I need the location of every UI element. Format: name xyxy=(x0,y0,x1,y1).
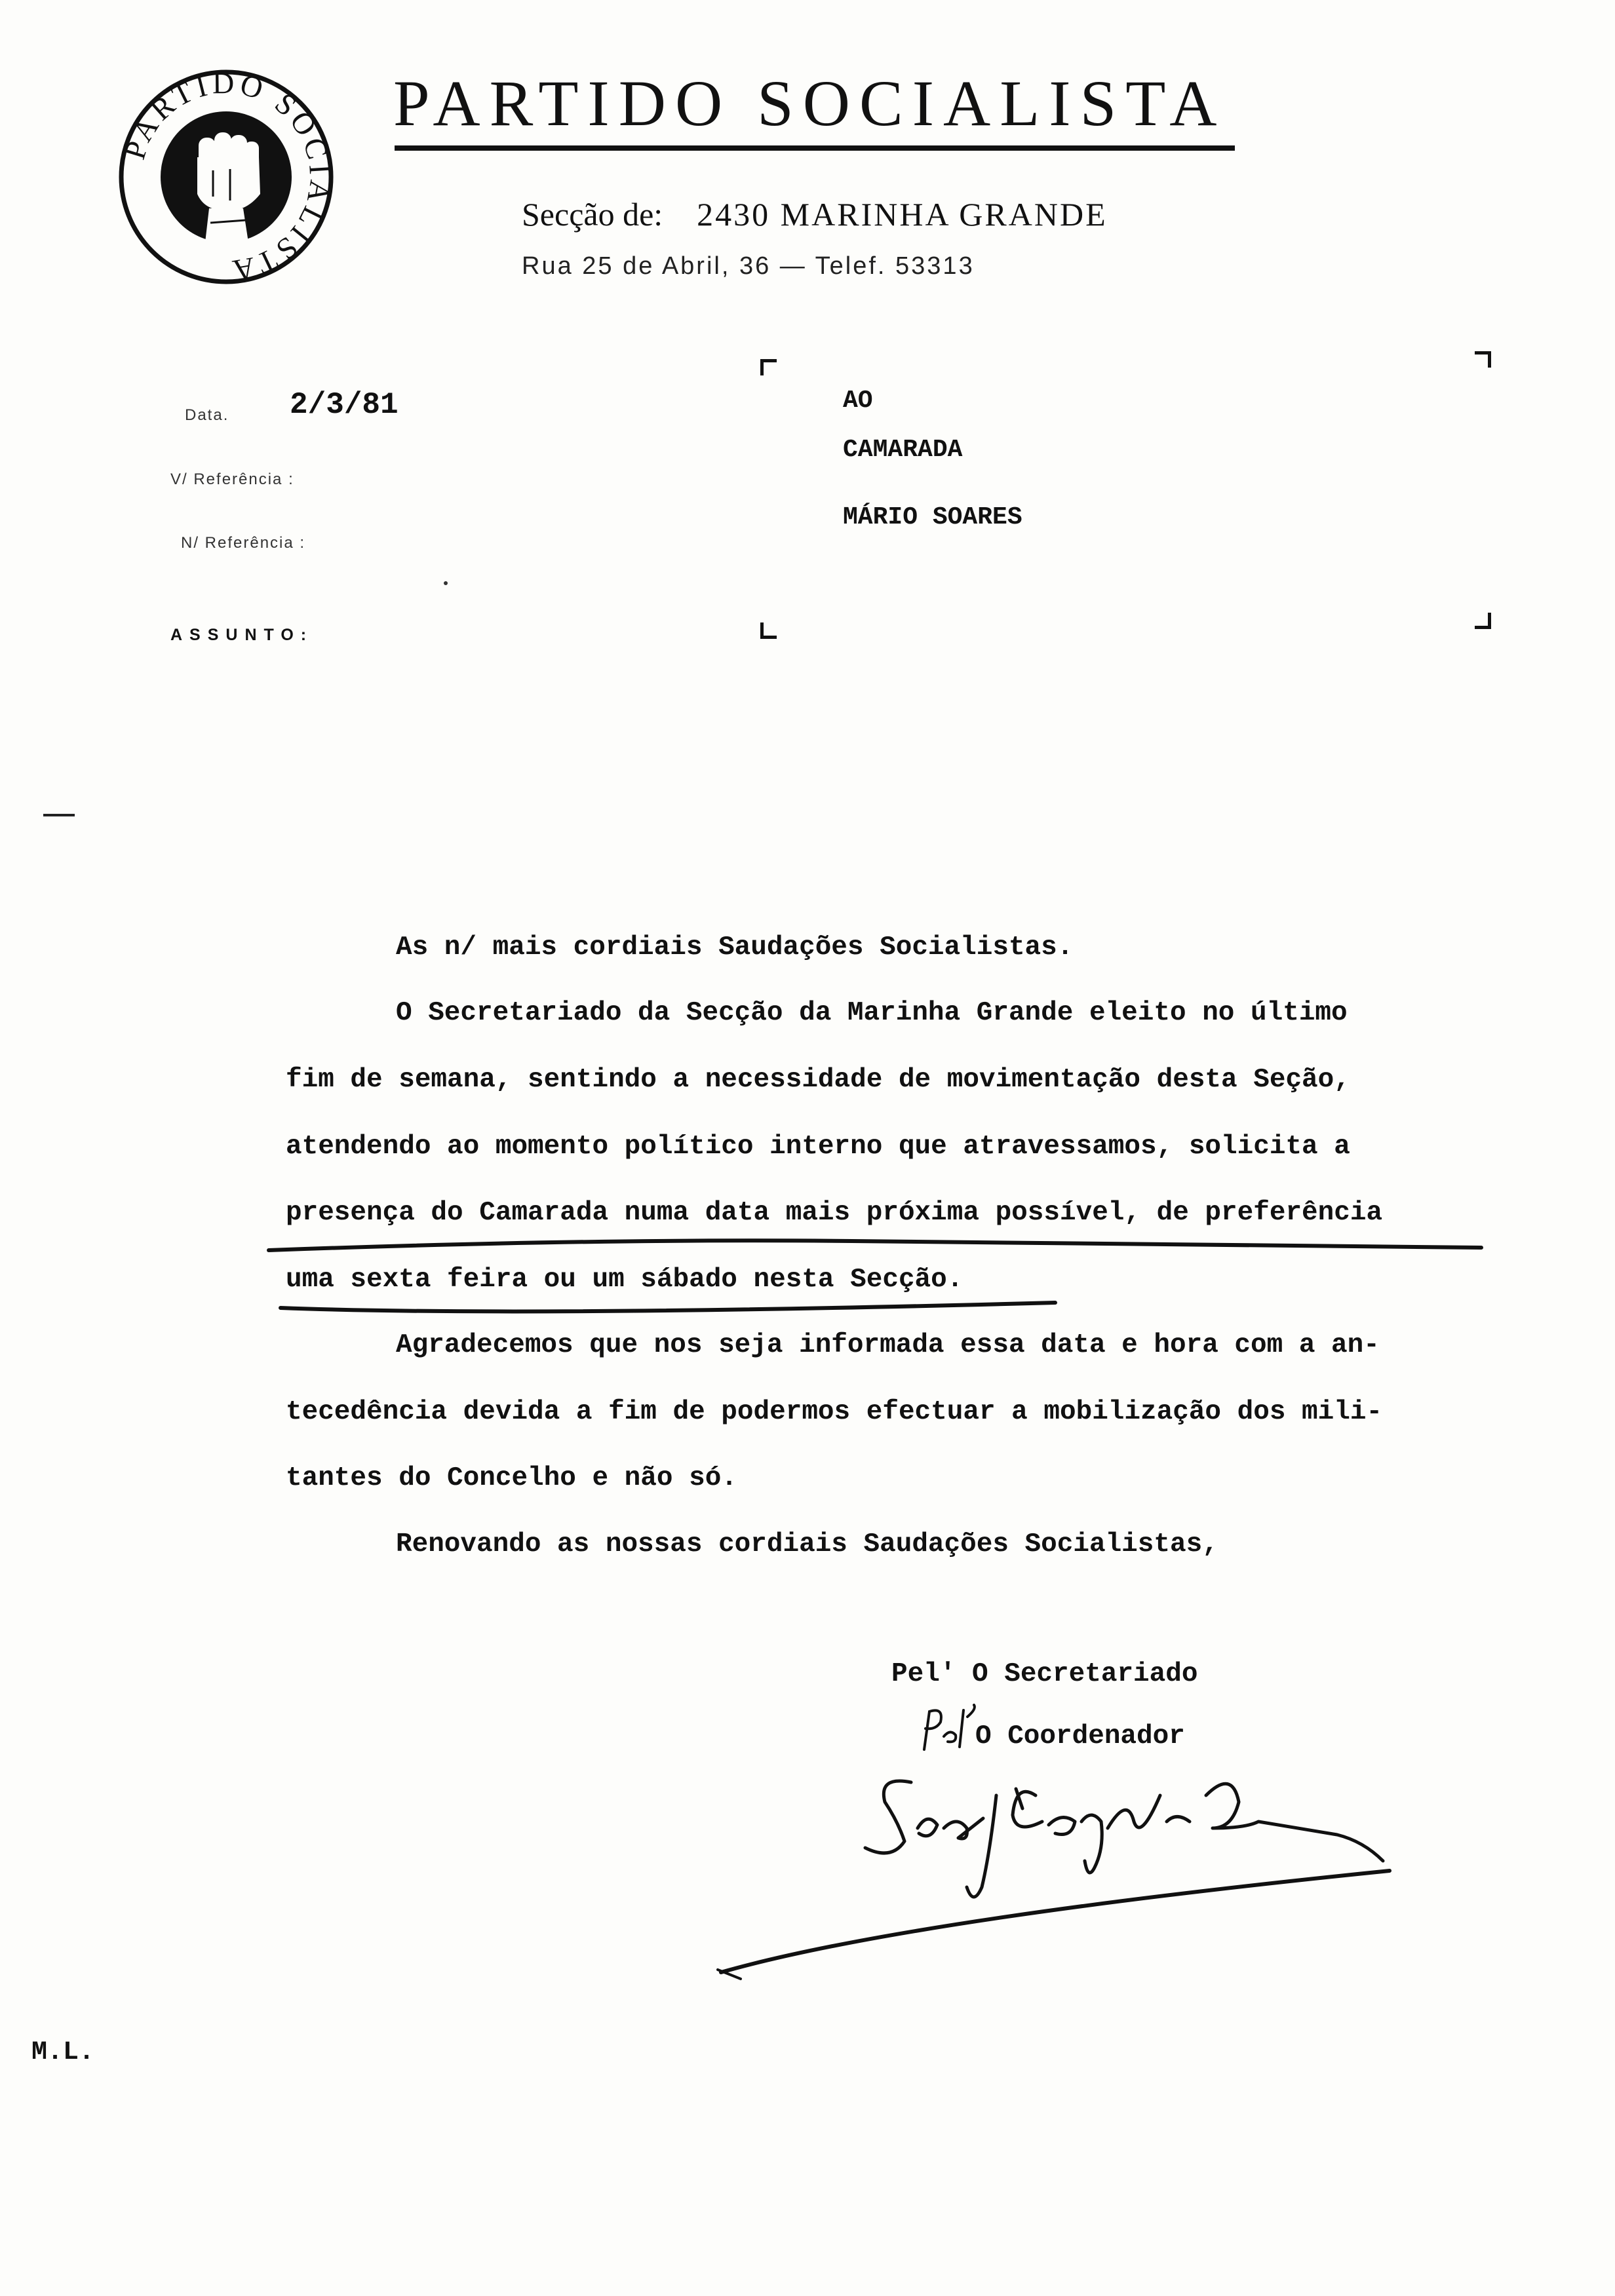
body-line: tecedência devida a fim de podermos efectuar a mobilização dos mili- xyxy=(286,1397,1383,1427)
party-logo-seal xyxy=(115,66,338,288)
party-title: PARTIDO SOCIALISTA xyxy=(393,67,1226,140)
address-window-corner-bl xyxy=(760,622,777,639)
our-reference-label: N/ Referência : xyxy=(181,534,306,552)
address-window-corner-tr xyxy=(1475,351,1491,368)
body-line: O Secretariado da Secção da Marinha Grande eleito no último xyxy=(396,998,1348,1028)
greeting-line: As n/ mais cordiais Saudações Socialistas. xyxy=(396,932,1074,963)
recipient-line-2: CAMARADA xyxy=(843,436,963,464)
address-window-corner-br xyxy=(1475,613,1491,629)
body-line-underlined: presença do Camarada numa data mais próxima possível, de preferência xyxy=(286,1198,1383,1228)
signature-block-line-2: O Coordenador xyxy=(975,1721,1185,1751)
your-reference-label: V/ Referência : xyxy=(170,470,294,488)
body-line-underlined: uma sexta feira ou um sábado nesta Secção. xyxy=(286,1265,963,1295)
handdrawn-underline xyxy=(262,1219,1508,1317)
recipient-line-3: MÁRIO SOARES xyxy=(843,503,1022,531)
body-line: fim de semana, sentindo a necessidade de movimentação desta Seção, xyxy=(286,1065,1350,1095)
closing-line: Renovando as nossas cordiais Saudações Socialistas, xyxy=(396,1529,1218,1559)
section-line xyxy=(522,195,1108,233)
title-rule xyxy=(395,145,1235,151)
signature-block-line-1: Pel' O Secretariado xyxy=(891,1659,1198,1689)
date-label: Data. xyxy=(185,406,229,424)
address-line: Rua 25 de Abril, 36 — Telef. 53313 xyxy=(522,252,975,280)
recipient-line-1: AO xyxy=(843,387,873,415)
logo-ring-text: PARTIDO SOCIALISTA xyxy=(117,66,338,288)
body-line: tantes do Concelho e não só. xyxy=(286,1463,737,1493)
ink-speck xyxy=(444,581,448,585)
address-window-corner-tl xyxy=(760,359,777,375)
date-value: 2/3/81 xyxy=(290,388,399,422)
section-label: Secção de: xyxy=(522,196,663,233)
body-line: Agradecemos que nos seja informada essa data e hora com a an- xyxy=(396,1330,1380,1360)
margin-fold-mark xyxy=(43,814,75,816)
handwritten-pelo-mark xyxy=(911,1704,983,1756)
typist-initials: M.L. xyxy=(31,2038,95,2067)
body-line: atendendo ao momento político interno que atravessamos, solicita a xyxy=(286,1132,1350,1162)
subject-label: ASSUNTO: xyxy=(170,626,314,644)
handwritten-signature xyxy=(708,1756,1396,1985)
section-value: 2430 MARINHA GRANDE xyxy=(697,196,1108,233)
